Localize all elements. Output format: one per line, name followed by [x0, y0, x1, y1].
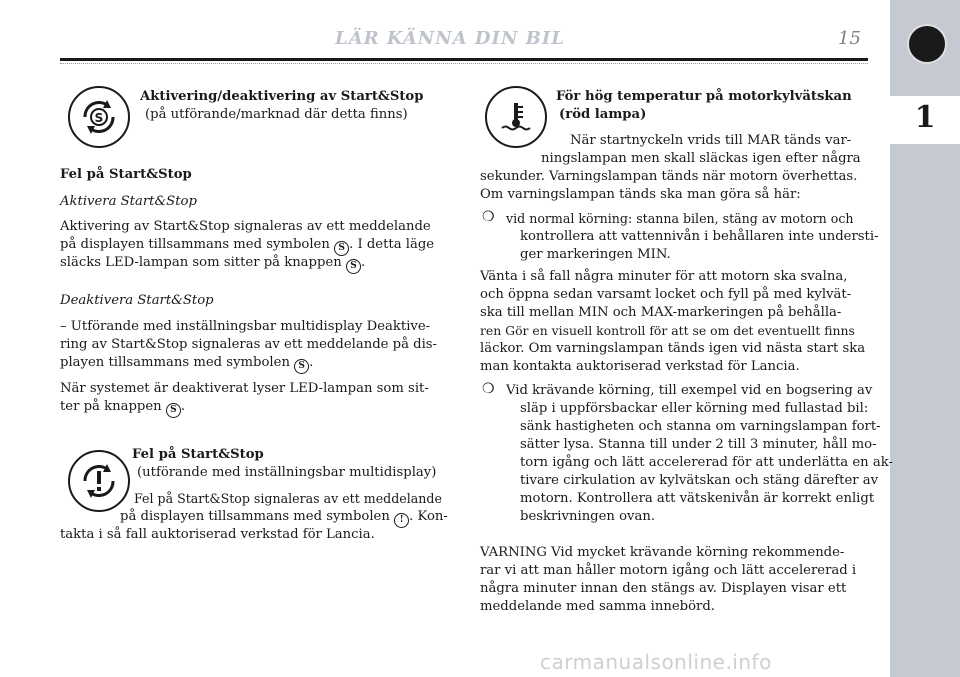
chapter-number: 1 — [914, 100, 936, 135]
coolant-text: ningslampan men skall släckas igen efter några — [541, 151, 861, 166]
page-number: 15 — [838, 28, 861, 49]
warning-text: rar vi att man håller motorn igång och lätt accelererad i — [480, 563, 857, 578]
fault-text: Fel på Start&Stop signaleras av ett meddelande — [134, 491, 442, 506]
deactivate-text: ring av Start&Stop signaleras av ett meddelande på dis- — [60, 337, 438, 352]
bullet-text: Vid krävande körning, till exempel vid en bogsering av — [506, 383, 873, 398]
deactivate-text: När systemet är deaktiverat lyser LED-lampan som sit- — [60, 381, 429, 396]
page-header — [0, 0, 890, 62]
coolant-text: När startnyckeln vrids till MAR tänds var- — [570, 133, 852, 148]
start-stop-off-symbol-icon: S — [346, 259, 361, 274]
section-subtitle: (på utförande/marknad där detta finns) — [145, 107, 408, 122]
coolant-text: läckor. Om varningslampan tänds igen vid nästa start ska — [480, 341, 866, 356]
warning-text: meddelande med samma innebörd. — [480, 599, 715, 614]
deactivate-text: ter på knappen S . — [60, 398, 185, 418]
coolant-title: För hög temperatur på motorkylvätskan — [556, 89, 852, 104]
bullet-text: släp i uppförsbackar eller körning med fullastad bil: — [520, 401, 869, 416]
activate-text: på displayen tillsammans med symbolen S . I detta läge — [60, 236, 434, 256]
warning-text: VARNING Vid mycket krävande körning rekommende- — [480, 545, 845, 560]
coolant-text: man kontakta auktoriserad verkstad för Lancia. — [480, 359, 800, 374]
fault-subtitle: (utförande med inställningsbar multidisplay) — [137, 465, 437, 480]
start-stop-off-symbol-icon: S — [294, 359, 309, 374]
start-stop-icon — [68, 86, 130, 148]
svg-text:S: S — [94, 111, 104, 125]
watermark: carmanualsonline.info — [540, 650, 772, 674]
coolant-text: Vänta i så fall några minuter för att motorn ska svalna, — [480, 269, 848, 284]
warning-text: några minuter innan den stängs av. Displayen visar ett — [480, 581, 847, 596]
deactivate-heading: Deaktivera Start&Stop — [60, 293, 214, 308]
coolant-title: (röd lampa) — [559, 107, 647, 122]
bullet-text: kontrollera att vattennivån i behållaren inte understi- — [520, 229, 879, 244]
lancia-logo-icon — [907, 24, 947, 64]
activate-heading: Aktivera Start&Stop — [60, 194, 197, 209]
activate-text: släcks LED-lampan som sitter på knappen S . — [60, 254, 365, 274]
bullet-marker: ❍ — [482, 381, 495, 397]
coolant-text: och öppna sedan varsamt locket och fyll på med kylvät- — [480, 287, 852, 302]
deactivate-text: playen tillsammans med symbolen S . — [60, 354, 313, 374]
start-stop-symbol-icon: S — [334, 241, 349, 256]
bullet-text: beskrivningen ovan. — [520, 509, 656, 524]
fault-text: på displayen tillsammans med symbolen ! . Kon- — [120, 508, 448, 528]
start-stop-fault-icon — [68, 450, 130, 512]
header-rule — [60, 58, 868, 61]
fault-text: takta i så fall auktoriserad verkstad för Lancia. — [60, 527, 375, 542]
header-title: LÄR KÄNNA DIN BIL — [335, 28, 565, 49]
bullet-text: vid normal körning: stanna bilen, stäng av motorn och — [506, 211, 854, 226]
coolant-text: sekunder. Varningslampan tänds när motorn överhettas. — [480, 169, 858, 184]
bullet-text: sätter lysa. Stanna till under 2 till 3 minuter, håll mo- — [520, 437, 877, 452]
bullet-text: sänk hastigheten och stanna om varningslampan fort- — [520, 419, 881, 434]
bullet-text: tivare cirkulation av kylvätskan och stäng därefter av — [520, 473, 879, 488]
coolant-text: ska till mellan MIN och MAX-markeringen på behålla- — [480, 305, 842, 320]
activate-text: Aktivering av Start&Stop signaleras av ett meddelande — [60, 219, 431, 234]
bullet-text: motorn. Kontrollera att vätskenivån är korrekt enligt — [520, 491, 875, 506]
fault-symbol-icon: ! — [394, 513, 409, 528]
section-title: Aktivering/deaktivering av Start&Stop — [140, 89, 424, 104]
fault-title: Fel på Start&Stop — [132, 447, 264, 462]
header-dotted-rule — [60, 63, 868, 65]
coolant-text: Om varningslampan tänds ska man göra så här: — [480, 187, 801, 202]
coolant-temperature-icon — [485, 86, 547, 148]
start-stop-off-symbol-icon: S — [166, 403, 181, 418]
bullet-text: ger markeringen MIN. — [520, 247, 671, 262]
bullet-text: torn igång och lätt accelererad för att underlätta en ak- — [520, 455, 893, 470]
deactivate-text: – Utförande med inställningsbar multidisplay Deaktive- — [60, 319, 431, 334]
bullet-marker: ❍ — [482, 209, 495, 225]
fault-heading: Fel på Start&Stop — [60, 167, 192, 182]
coolant-text: ren Gör en visuell kontroll för att se om det eventuellt finns — [480, 323, 855, 338]
